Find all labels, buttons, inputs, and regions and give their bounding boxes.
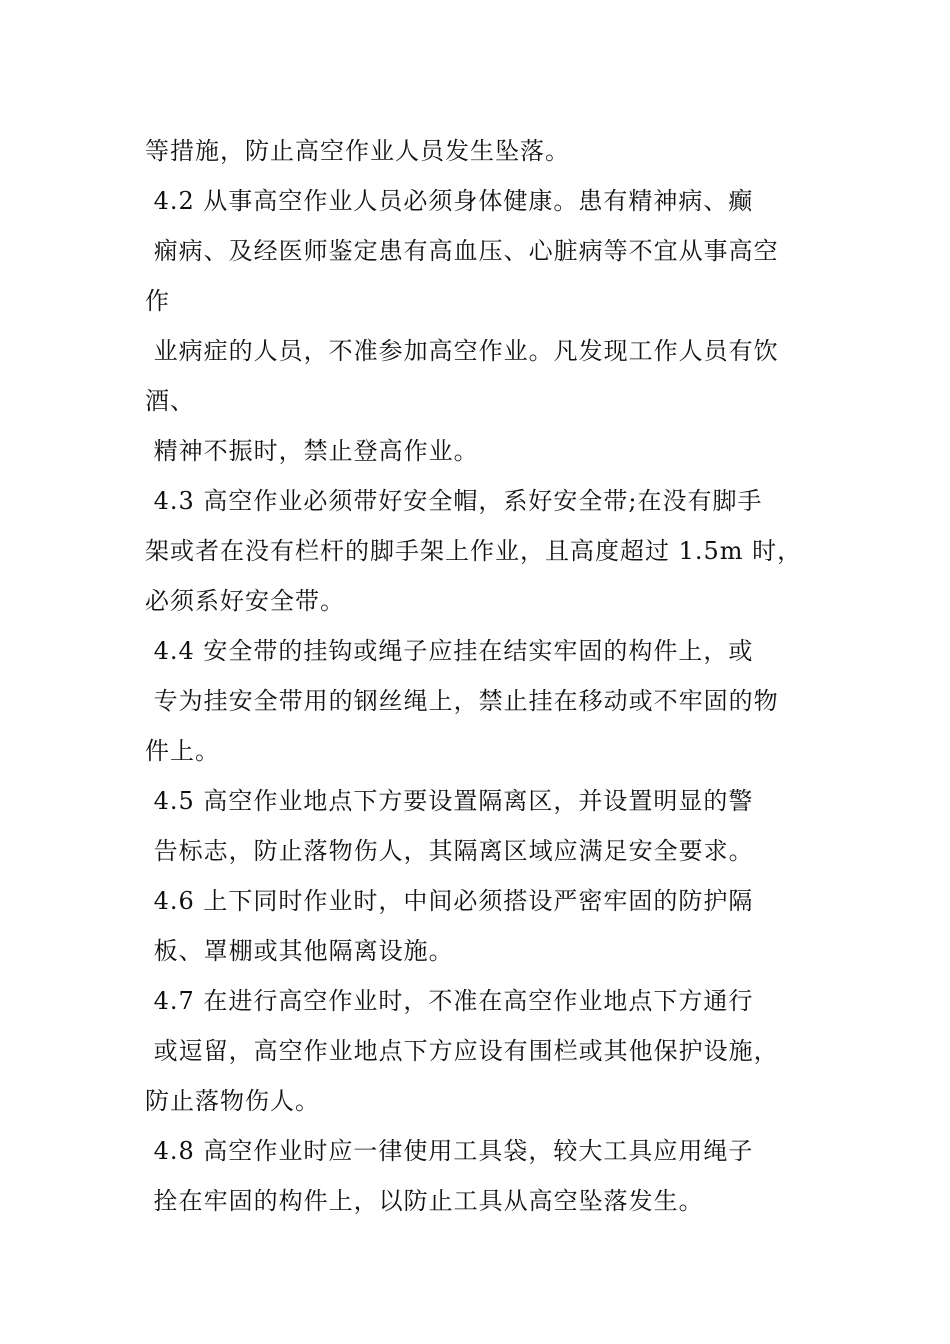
text-line: 板、罩棚或其他隔离设施。: [145, 937, 454, 965]
text-line: 痫病、及经医师鉴定患有高血压、心脏病等不宜从事高空: [145, 237, 779, 265]
text-line: 作: [145, 287, 170, 315]
text-line: 4.3 高空作业必须带好安全帽，系好安全带;在没有脚手: [145, 487, 763, 515]
text-line: 告标志，防止落物伤人，其隔离区域应满足安全要求。: [145, 837, 754, 865]
text-line: 精神不振时，禁止登高作业。: [145, 437, 479, 465]
text-line: 酒、: [145, 387, 195, 415]
text-line: 4.2 从事高空作业人员必须身体健康。患有精神病、癫: [145, 187, 754, 215]
text-line: 防止落物伤人。: [145, 1087, 320, 1115]
text-line: 架或者在没有栏杆的脚手架上作业，且高度超过 1.5m 时，: [145, 537, 803, 565]
text-line: 4.5 高空作业地点下方要设置隔离区，并设置明显的警: [145, 787, 754, 815]
text-line: 必须系好安全带。: [145, 587, 345, 615]
text-line: 或逗留，高空作业地点下方应设有围栏或其他保护设施，: [145, 1037, 779, 1065]
text-line: 4.4 安全带的挂钩或绳子应挂在结实牢固的构件上，或: [145, 637, 754, 665]
text-line: 件上。: [145, 737, 220, 765]
text-line: 业病症的人员，不准参加高空作业。凡发现工作人员有饮: [145, 337, 779, 365]
text-line: 4.7 在进行高空作业时，不准在高空作业地点下方通行: [145, 987, 754, 1015]
text-line: 等措施，防止高空作业人员发生坠落。: [145, 137, 570, 165]
text-line: 4.6 上下同时作业时，中间必须搭设严密牢固的防护隔: [145, 887, 754, 915]
text-line: 4.8 高空作业时应一律使用工具袋，较大工具应用绳子: [145, 1137, 754, 1165]
text-line: 专为挂安全带用的钢丝绳上，禁止挂在移动或不牢固的物: [145, 687, 779, 715]
text-line: 拴在牢固的构件上，以防止工具从高空坠落发生。: [145, 1187, 704, 1215]
